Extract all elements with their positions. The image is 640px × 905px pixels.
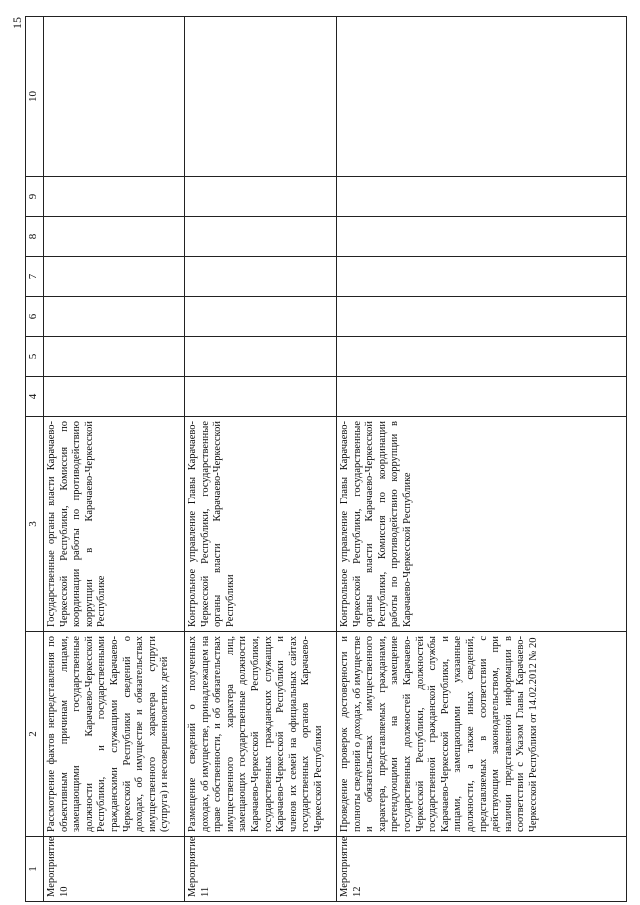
executors-cell: Контрольное управление Главы Карачаево-Черкесской Республики, государственные органы власти Карачаево-Черкесской Республики <box>185 417 337 632</box>
description-cell: Проведение проверок достоверности и полноты сведений о доходах, об имуществе и обязательствах имущественного характера, представляемых гражданами, претендующими на замещение государственных должностей Карачаево-Черкесской Республики, должностей государственной гражданской службы Карачаево-Черкесской Республики, и лицами, замещающими указанные должности, а также иных сведений, представляемых в соответствии с действующим законодательством, при наличии представленной информации в соответствии с Указом Главы Карачаево-Черкесской Республики от 14.02.2012 № 20 <box>337 632 627 837</box>
empty-cell <box>337 257 627 297</box>
header-cell: 7 <box>26 257 44 297</box>
description-cell: Размещение сведений о полученных доходах, об имуществе, принадлежащем на праве собственности, и об обязательствах имущественного характера лиц, замещающих государственные должности Карачаево-Черкесской Республики, государственных гражданских служащих Карачаево-Черкесской Республики и членов их семей на официальных сайтах государственных органов Карачаево-Черкесской Республики <box>185 632 337 837</box>
rotated-page <box>10 17 613 902</box>
empty-cell <box>44 297 185 337</box>
empty-cell <box>44 337 185 377</box>
empty-cell <box>337 17 627 177</box>
table-row <box>185 17 337 902</box>
empty-cell <box>185 337 337 377</box>
header-cell: 2 <box>26 632 44 837</box>
event-cell: Мероприятие 10 <box>44 837 185 902</box>
header-cell: 9 <box>26 177 44 217</box>
executors-cell: Государственные органы власти Карачаево-Черкесской Республики, Комиссия по координации работы по противодействию коррупции в Карачаево-Черкесской Республике <box>44 417 185 632</box>
header-cell: 1 <box>26 837 44 902</box>
header-cell: 10 <box>26 17 44 177</box>
table-row <box>44 17 185 902</box>
empty-cell <box>44 217 185 257</box>
header-cell: 4 <box>26 377 44 417</box>
empty-cell <box>44 257 185 297</box>
header-cell: 3 <box>26 417 44 632</box>
empty-cell <box>185 257 337 297</box>
page-number: 15 <box>10 17 24 29</box>
measures-table <box>25 16 627 902</box>
event-cell: Мероприятие 11 <box>185 837 337 902</box>
event-cell: Мероприятие 12 <box>337 837 627 902</box>
empty-cell <box>185 297 337 337</box>
executors-cell: Контрольное управление Главы Карачаево-Черкесской Республики, государственные органы власти Карачаево-Черкесской Республики, Комиссия по координации работы по противодействию коррупции в Карачаево-Черкесской Республике <box>337 417 627 632</box>
empty-cell <box>185 17 337 177</box>
empty-cell <box>337 297 627 337</box>
empty-cell <box>44 177 185 217</box>
header-cell: 6 <box>26 297 44 337</box>
empty-cell <box>185 177 337 217</box>
empty-cell <box>337 177 627 217</box>
empty-cell <box>44 17 185 177</box>
empty-cell <box>337 377 627 417</box>
empty-cell <box>185 217 337 257</box>
header-cell: 8 <box>26 217 44 257</box>
empty-cell <box>185 377 337 417</box>
empty-cell <box>337 217 627 257</box>
table-row <box>337 17 627 902</box>
empty-cell <box>337 337 627 377</box>
header-row <box>26 17 44 902</box>
empty-cell <box>44 377 185 417</box>
header-cell: 5 <box>26 337 44 377</box>
description-cell: Рассмотрение фактов непредставления по объективным причинам лицами, замещающими государственные должности Карачаево-Черкесской Республики, и государственными гражданскими служащими Карачаево-Черкесской Республики сведений о доходах, об имуществе и обязательствах имущественного характера супруги (супруга) и несовершеннолетних детей <box>44 632 185 837</box>
